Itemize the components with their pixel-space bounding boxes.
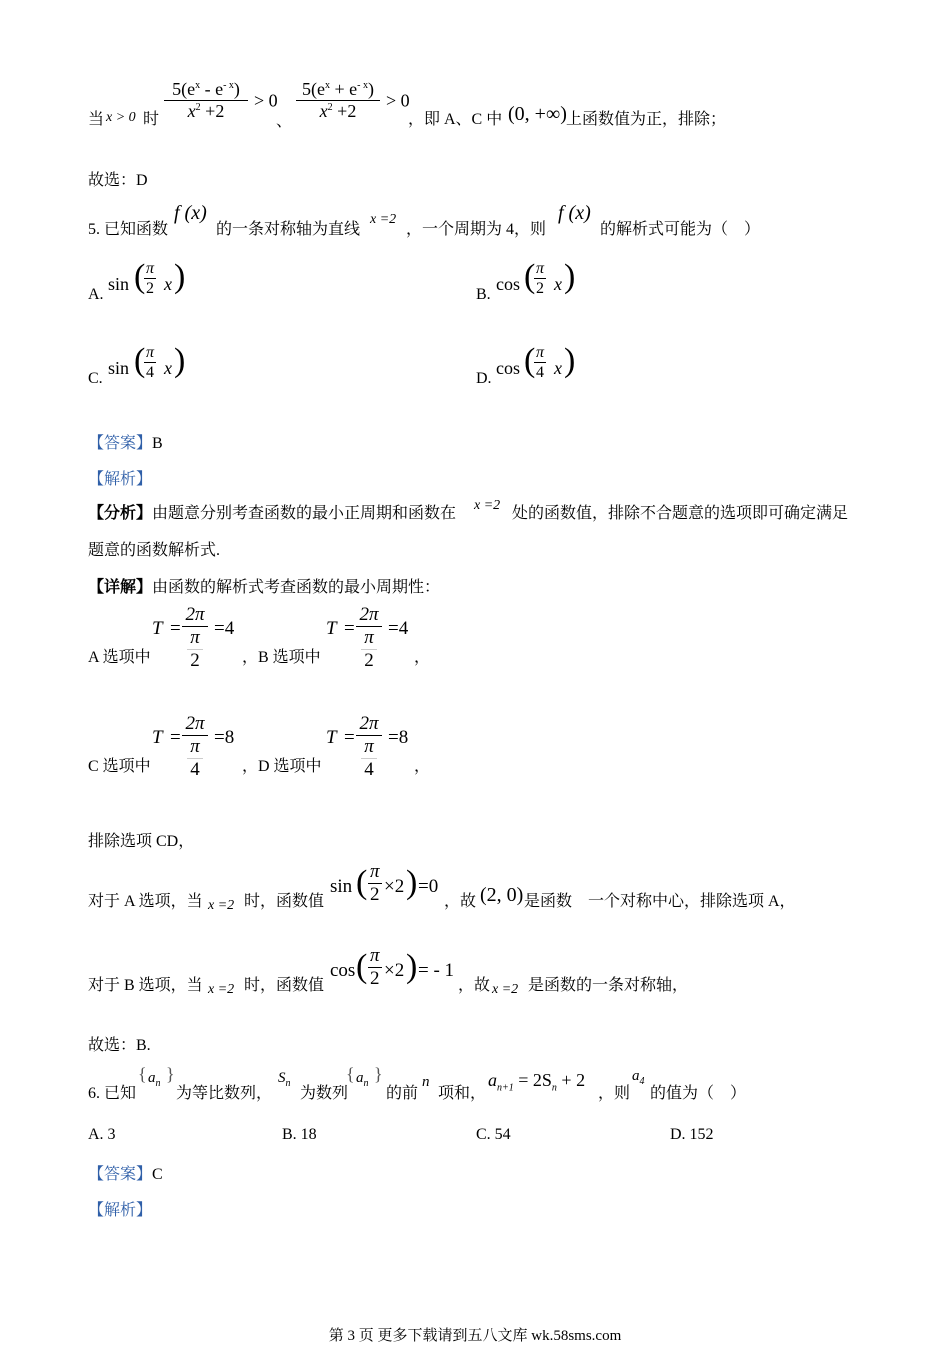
question-6: 6. 已知 { $a_n$ } 为等比数列， $S_n$ 为数列 { $a_n$ } 的前 n 项和， $a_{n+1} = 2S_n + 2$ ，则 $a_4$ 的值为（ ） [88,1064,747,1102]
exclude-cd: 排除选项 CD， [88,833,195,850]
check-a: 对于 A 选项，当 x =2 时，函数值 sin ( $\frac{\pi}{2}$ ×2 ) =0 ，故 (2, 0) 是函数 一个对称中心，排除选项 A， [88,861,796,913]
periods-cd: C 选项中 T = 2π π 4 =8 ，D 选项中 T = 2π π 4 =8 ， [88,713,431,780]
choose-b: 故选：B. [88,1037,151,1054]
answer-6: 【答案】C [88,1166,163,1183]
check-b: 对于 B 选项，当 x =2 时，函数值 cos ( $\frac{\pi}{2}$ ×2 ) = - 1 ，故 x =2 是函数的一条对称轴， [88,945,689,997]
choose-d: 故选：D [88,172,148,189]
periods-ab: A 选项中 T = 2π π 2 =4 ，B 选项中 T = 2π π 2 =4 ， [88,604,431,671]
option6-a[interactable]: A. 3 [88,1126,116,1143]
jiexi-heading: 【解析】 [88,471,153,488]
fraction-2: $\frac{5(e^x + e^{- x})}{x^2 +2}$ > 0 [294,80,410,122]
fraction-1: $\frac{5(e^x - e^{- x})}{x^2 +2}$ > 0 [162,80,278,122]
jiexi-heading-2: 【解析】 [88,1202,153,1219]
analysis: 【分析】由题意分别考查函数的最小正周期和函数在 x =2 处的函数值，排除不合题意的选项即可确定满足 题意的函数解析式. [88,498,849,559]
option6-b[interactable]: B. 18 [282,1126,317,1143]
answer-5: 【答案】B [88,435,163,452]
page-footer: 第 3 页 更多下载请到五八文库 wk.58sms.com [328,1328,622,1344]
option6-d[interactable]: D. 152 [670,1126,714,1143]
question-5: 5. 已知函数 f (x) 的一条对称轴为直线 x =2 ，一个周期为 4，则 f (x) 的解析式可能为（ ） [88,202,761,238]
detail: 【详解】由函数的解析式考查函数的最小周期性： [88,579,441,596]
option6-c[interactable]: C. 54 [476,1126,511,1143]
